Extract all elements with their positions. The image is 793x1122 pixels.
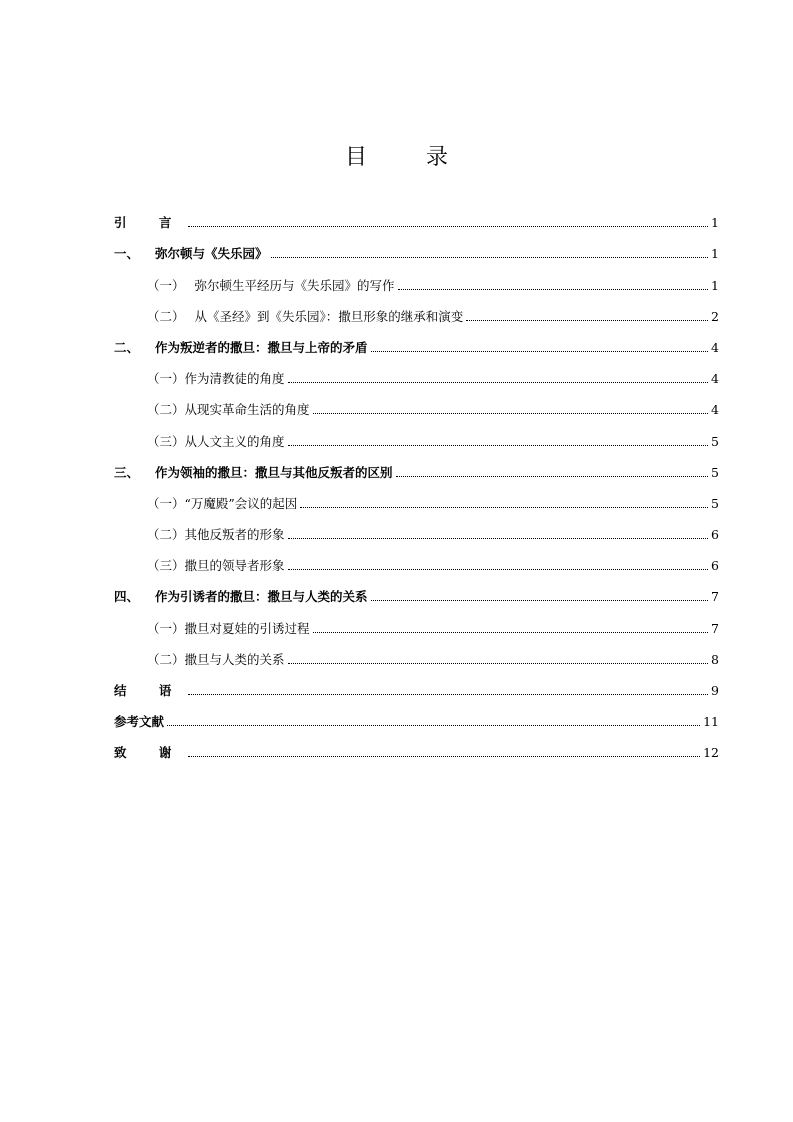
toc-entry-label: 撒旦对夏娃的引诱过程 [184,620,310,636]
toc-entry-number: （一） [147,495,185,511]
dot-leader [288,381,709,383]
toc-entry-intro[interactable] [114,200,719,231]
toc-entry-label: 引 言 [114,215,186,231]
toc-entry-section-3-2[interactable] [114,512,719,543]
toc-page-number: 5 [711,433,719,449]
toc-entry-number: （三） [147,558,185,574]
dot-leader [371,350,709,352]
dot-leader [271,256,709,258]
toc-entry-section-2-3[interactable] [114,418,719,449]
toc-page-number: 1 [711,215,719,231]
toc-entry-label: 从人文主义的角度 [184,433,285,449]
toc-entry-chapter-1[interactable] [114,231,719,262]
toc-page-number: 12 [703,745,719,761]
table-of-contents [114,200,719,761]
toc-entry-number: 三、 [114,464,140,480]
dot-leader [167,724,700,726]
toc-entry-number: （一） [147,277,185,293]
toc-entry-label: 弥尔顿与《失乐园》 [155,246,268,262]
toc-page-number: 8 [711,651,719,667]
toc-entry-section-4-1[interactable] [114,605,719,636]
toc-entry-chapter-4[interactable] [114,574,719,605]
dot-leader [300,506,708,508]
toc-entry-label: 从《圣经》到《失乐园》：撒旦形象的继承和演变 [194,308,464,324]
toc-entry-label: 参考文献 [114,714,165,730]
toc-page-number: 4 [711,371,719,387]
toc-entry-number: 一、 [114,246,140,262]
toc-entry-number: （三） [147,433,185,449]
toc-entry-section-3-3[interactable] [114,543,719,574]
toc-page-number: 1 [711,246,719,262]
toc-page-number: 6 [711,527,719,543]
dot-leader [288,537,709,539]
dot-leader [188,755,700,757]
toc-page-number: 9 [711,683,719,698]
toc-page-number: 4 [711,339,719,355]
toc-entry-section-2-1[interactable] [114,356,719,387]
toc-entry-label: 作为清教徒的角度 [184,371,285,387]
toc-page-number: 7 [711,589,719,605]
dot-leader [288,568,709,570]
dot-leader [188,225,708,227]
toc-entry-label: 其他反叛者的形象 [184,527,285,543]
toc-entry-label: 弥尔顿生平经历与《失乐园》的写作 [194,277,395,293]
toc-entry-number: 四、 [114,589,140,605]
dot-leader [313,412,709,414]
toc-page-number: 5 [711,464,719,480]
toc-entry-number: （二） [147,651,185,667]
dot-leader [371,599,709,601]
toc-entry-references[interactable] [114,699,719,730]
dot-leader [288,662,709,664]
toc-page-number: 11 [703,714,719,730]
toc-entry-section-2-2[interactable] [114,387,719,418]
toc-page-number: 2 [711,308,719,324]
toc-entry-chapter-2[interactable] [114,325,719,356]
toc-entry-conclusion[interactable] [114,668,719,699]
toc-entry-number: （一） [147,620,185,636]
toc-entry-label: 结 语 [114,683,186,698]
toc-entry-section-4-2[interactable] [114,637,719,668]
toc-entry-section-1-1[interactable] [114,262,719,293]
toc-entry-acknowledgements[interactable] [114,730,719,761]
toc-entry-label: 作为领袖的撒旦：撒旦与其他反叛者的区别 [155,464,393,480]
dot-leader [288,444,709,446]
toc-entry-section-3-1[interactable] [114,481,719,512]
toc-entry-number: 二、 [114,339,140,355]
toc-entry-label: “万魔殿”会议的起因 [184,495,298,511]
toc-entry-label: 撒旦的领导者形象 [184,558,285,574]
dot-leader [188,693,708,695]
toc-entry-number: （一） [147,371,185,387]
toc-page-number: 1 [711,277,719,293]
dot-leader [396,475,709,477]
toc-title: 目 录 [345,145,474,170]
toc-entry-number: （二） [147,527,185,543]
toc-entry-chapter-3[interactable] [114,450,719,481]
toc-page-number: 4 [711,402,719,418]
dot-leader [466,319,708,321]
toc-entry-number: （二） [147,308,185,324]
toc-entry-section-1-2[interactable] [114,294,719,325]
toc-entry-label: 致 谢 [114,745,186,761]
toc-page-number: 6 [711,558,719,574]
dot-leader [398,288,709,290]
dot-leader [313,631,709,633]
toc-entry-label: 作为叛逆者的撒旦：撒旦与上帝的矛盾 [155,339,368,355]
toc-entry-number: （二） [147,402,185,418]
toc-entry-label: 从现实革命生活的角度 [184,402,310,418]
toc-entry-label: 撒旦与人类的关系 [184,651,285,667]
toc-page-number: 7 [711,620,719,636]
toc-page-number: 5 [711,495,719,511]
toc-entry-label: 作为引诱者的撒旦：撒旦与人类的关系 [155,589,368,605]
